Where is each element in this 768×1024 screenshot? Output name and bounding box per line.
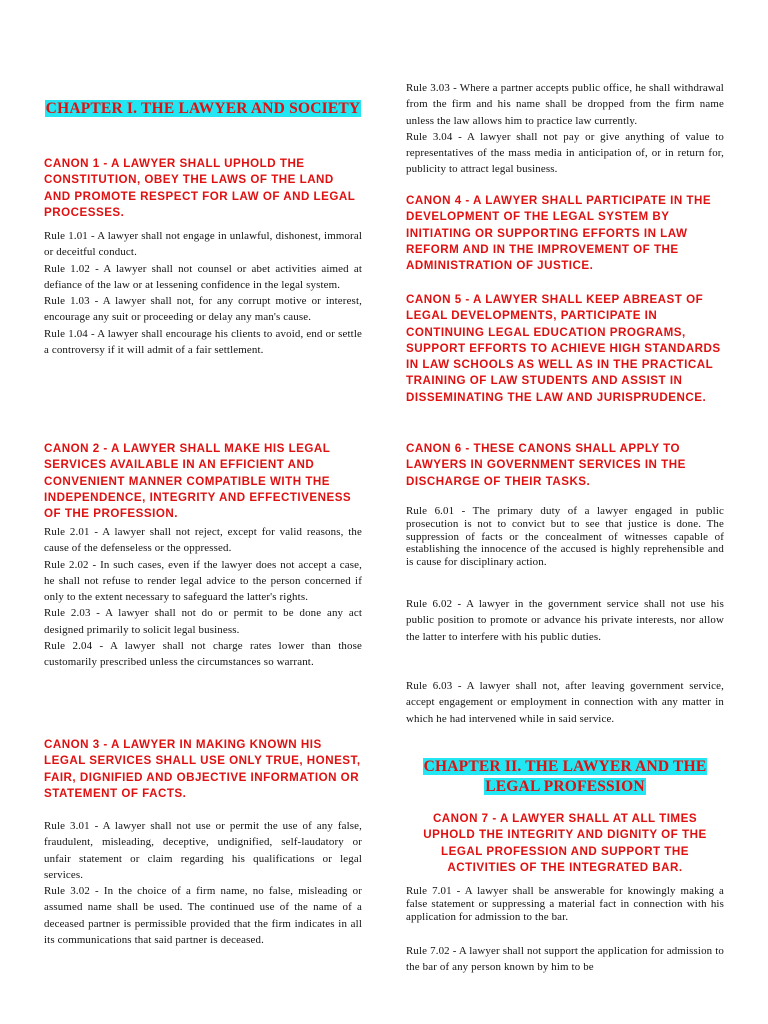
- rule-3-02: Rule 3.02 - In the choice of a firm name, no false, misleading or assumed name shall be used. The continued use of the name of a deceased partner is permissible provided that the firm indicates in all its communications that said partner is deceased.: [44, 885, 362, 947]
- rule-6-02-block: [406, 596, 724, 645]
- rules-canon-2: [44, 524, 362, 671]
- canon-2: CANON 2 - A LAWYER SHALL MAKE HIS LEGAL SERVICES AVAILABLE IN AN EFFICIENT AND CONVENIENT MANNER COMPATIBLE WITH THE INDEPENDENCE, INTEGRITY AND EFFECTIVENESS OF THE PROFESSION.: [44, 442, 352, 521]
- chapter-1-heading: [44, 99, 362, 119]
- rule-3-03: Rule 3.03 - Where a partner accepts public office, he shall withdrawal from the firm and his name shall be dropped from the firm name unless the law allows him to practice law currently.: [406, 82, 724, 127]
- rule-3-01: Rule 3.01 - A lawyer shall not use or permit the use of any false, fraudulent, misleading, deceptive, undignified, self-laudatory or unfair statement or claim regarding his qualifications or legal services.: [44, 820, 362, 881]
- rule-6-02: Rule 6.02 - A lawyer in the government service shall not use his public position to promote or advance his private interests, nor allow the latter to interfere with his public duties.: [406, 598, 724, 643]
- rule-2-02: Rule 2.02 - In such cases, even if the lawyer does not accept a case, he shall not refuse to render legal advice to the person concerned if only to the extent necessary to safeguard the latter's rights.: [44, 558, 362, 604]
- rule-6-01: Rule 6.01 - The primary duty of a lawyer engaged in public prosecution is not to convict but to see that justice is done. The suppression of facts or the concealment of witnesses capable of establishing the innocence of the accused is highly reprehensible and is cause for disciplinary action.: [406, 505, 724, 569]
- rules-canon-1: [44, 228, 362, 358]
- rule-1-01: Rule 1.01 - A lawyer shall not engage in unlawful, dishonest, immoral or deceitful conduct.: [44, 230, 362, 259]
- chapter-1-title: CHAPTER I. THE LAWYER AND SOCIETY: [45, 100, 361, 117]
- rule-1-02: Rule 1.02 - A lawyer shall not counsel or abet activities aimed at defiance of the law or at lessening confidence in the legal system.: [44, 262, 362, 291]
- chapter-2-title: CHAPTER II. THE LAWYER AND THE LEGAL PROFESSION: [423, 758, 707, 795]
- rule-2-04: Rule 2.04 - A lawyer shall not charge rates lower than those customarily prescribed unless the circumstances so warrant.: [44, 640, 362, 669]
- canon-7: CANON 7 - A LAWYER SHALL AT ALL TIMES UPHOLD THE INTEGRITY AND DIGNITY OF THE LEGAL PROFESSION AND SUPPORT THE ACTIVITIES OF THE INTEGRATED BAR.: [423, 812, 707, 874]
- rules-canon-3: [44, 818, 362, 948]
- canon-4: CANON 4 - A LAWYER SHALL PARTICIPATE IN THE DEVELOPMENT OF THE LEGAL SYSTEM BY INITIATING OR SUPPORTING EFFORTS IN LAW REFORM AND IN THE IMPROVEMENT OF THE ADMINISTRATION OF JUSTICE.: [406, 194, 712, 273]
- rules-canon-6: [406, 505, 724, 569]
- rules-canon-3-cont: [406, 80, 724, 178]
- canon-1: CANON 1 - A LAWYER SHALL UPHOLD THE CONSTITUTION, OBEY THE LAWS OF THE LAND AND PROMOTE RESPECT FOR LAW OF AND LEGAL PROCESSES.: [44, 157, 356, 219]
- rule-1-04: Rule 1.04 - A lawyer shall encourage his clients to avoid, end or settle a controversy if it will admit of a fair settlement.: [44, 327, 362, 357]
- rule-7-01-block: [406, 885, 724, 923]
- rule-2-01: Rule 2.01 - A lawyer shall not reject, except for valid reasons, the cause of the defenseless or the oppressed.: [44, 526, 362, 555]
- rule-7-02-block: [406, 943, 724, 976]
- canon-5: CANON 5 - A LAWYER SHALL KEEP ABREAST OF LEGAL DEVELOPMENTS, PARTICIPATE IN CONTINUING LEGAL EDUCATION PROGRAMS, SUPPORT EFFORTS TO ACHIEVE HIGH STANDARDS IN LAW SCHOOLS AS WELL AS IN THE PRACTICAL TRAINING OF LAW STUDENTS AND ASSIST IN DISSEMINATING THE LAW AND JURISPRUDENCE.: [406, 293, 721, 404]
- chapter-2-heading: [406, 757, 724, 797]
- rule-7-02: Rule 7.02 - A lawyer shall not support the application for admission to the bar of any person known by him to be: [406, 945, 724, 974]
- rule-7-01: Rule 7.01 - A lawyer shall be answerable for knowingly making a false statement or suppressing a material fact in connection with his application for admission to the bar.: [406, 885, 724, 923]
- canon-3: CANON 3 - A LAWYER IN MAKING KNOWN HIS LEGAL SERVICES SHALL USE ONLY TRUE, HONEST, FAIR, DIGNIFIED AND OBJECTIVE INFORMATION OR STATEMENT OF FACTS.: [44, 738, 361, 800]
- rule-6-03-block: [406, 678, 724, 727]
- rule-3-04: Rule 3.04 - A lawyer shall not pay or give anything of value to representatives of the mass media in anticipation of, or in return for, publicity to attract legal business.: [406, 130, 724, 176]
- rule-2-03: Rule 2.03 - A lawyer shall not do or permit to be done any act designed primarily to solicit legal business.: [44, 607, 362, 636]
- canon-6: CANON 6 - THESE CANONS SHALL APPLY TO LAWYERS IN GOVERNMENT SERVICES IN THE DISCHARGE OF THEIR TASKS.: [406, 442, 686, 488]
- rule-6-03: Rule 6.03 - A lawyer shall not, after leaving government service, accept engagement or employment in connection with any matter in which he had intervened while in said service.: [406, 680, 724, 725]
- rule-1-03: Rule 1.03 - A lawyer shall not, for any corrupt motive or interest, encourage any suit or proceeding or delay any man's cause.: [44, 295, 362, 324]
